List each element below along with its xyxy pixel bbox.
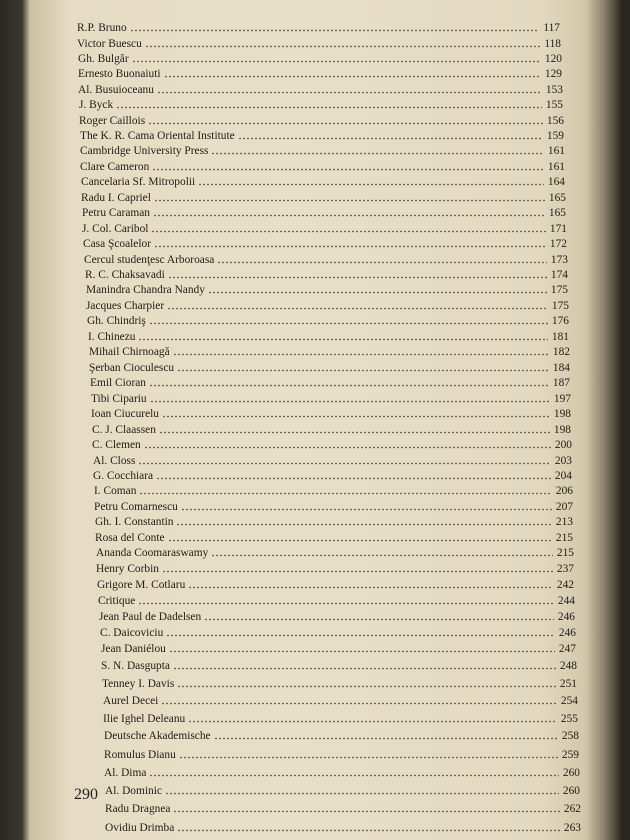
entry-name: Şerban Cioculescu — [89, 362, 175, 374]
index-entry — [88, 329, 569, 343]
index-entry — [104, 747, 579, 761]
entry-name: Mihail Chirnoagă — [89, 346, 170, 358]
dot-leader — [168, 269, 547, 279]
dot-leader — [177, 822, 560, 832]
dot-leader — [138, 595, 554, 605]
entry-name: Jean Daniélou — [101, 643, 166, 655]
index-entry — [105, 783, 580, 797]
entry-page-number: 260 — [562, 785, 580, 797]
entry-page-number: 254 — [560, 695, 578, 707]
dot-leader — [217, 254, 547, 264]
dot-leader — [208, 284, 547, 294]
entry-name: Victor Buescu — [77, 38, 142, 50]
entry-name: C. Clemen — [92, 439, 141, 451]
dot-leader — [157, 84, 542, 94]
entry-page-number: 200 — [554, 439, 572, 451]
index-entry — [91, 406, 571, 420]
entry-page-number: 207 — [555, 501, 573, 513]
entry-name: Al. Busuioceanu — [78, 84, 154, 96]
entry-name: Emil Cioran — [90, 377, 146, 389]
entry-name: Gh. Chindriş — [87, 315, 146, 327]
dot-leader — [154, 192, 545, 202]
dot-leader — [181, 501, 552, 511]
dot-leader — [211, 145, 543, 155]
index-entry — [82, 205, 566, 219]
dot-leader — [211, 547, 553, 557]
index-entry — [77, 20, 560, 34]
dot-leader — [149, 377, 549, 387]
index-entry — [96, 561, 574, 575]
index-entry — [104, 765, 580, 779]
entry-name: Petru Comarnescu — [94, 501, 178, 513]
entry-page-number: 215 — [555, 532, 573, 544]
dot-leader — [138, 331, 547, 341]
index-entry — [84, 252, 568, 266]
entry-name: J. Byck — [79, 99, 114, 111]
dot-leader — [168, 532, 552, 542]
entry-name: Romulus Dianu — [104, 749, 176, 761]
index-entry — [93, 468, 572, 482]
dot-leader — [176, 516, 551, 526]
index-entry — [103, 693, 578, 707]
entry-name: Al. Dominic — [105, 785, 162, 797]
dot-leader — [166, 627, 555, 637]
entry-page-number: 176 — [551, 315, 569, 327]
dot-leader — [173, 346, 549, 356]
dot-leader — [177, 678, 556, 688]
entry-name: Cancelaria Sf. Mitropolii — [81, 176, 196, 188]
dot-leader — [159, 424, 550, 434]
dot-leader — [161, 695, 557, 705]
entry-page-number: 237 — [556, 563, 574, 575]
index-entry — [101, 658, 577, 672]
dot-leader — [188, 713, 557, 723]
entry-name: Ioan Ciucurelu — [91, 408, 160, 420]
dot-leader — [132, 53, 541, 63]
index-entry — [92, 422, 571, 436]
entry-name: Ananda Coomaraswamy — [96, 547, 209, 559]
index-entry — [103, 711, 578, 725]
entry-name: R.P. Bruno — [77, 22, 127, 34]
entry-name: I. Coman — [94, 485, 137, 497]
entry-page-number: 181 — [551, 331, 569, 343]
entry-name: Tibi Cipariu — [91, 393, 147, 405]
entry-name: Aurel Decei — [103, 695, 159, 707]
index-entry — [80, 159, 565, 173]
entry-page-number: 197 — [553, 393, 571, 405]
index-entry — [77, 36, 561, 50]
entry-name: Tenney I. Davis — [102, 678, 175, 690]
index-entry — [80, 128, 564, 142]
dot-leader — [173, 803, 559, 813]
entry-name: Casa Şcoalelor — [83, 238, 152, 250]
entry-name: Critique — [98, 595, 136, 607]
dot-leader — [198, 176, 544, 186]
entry-name: Gh. I. Constantin — [95, 516, 174, 528]
index-entry — [90, 375, 570, 389]
entry-page-number: 262 — [563, 803, 581, 815]
entry-name: Ernesto Buonaiuti — [78, 68, 161, 80]
entry-page-number: 175 — [551, 300, 569, 312]
entry-page-number: 206 — [555, 485, 573, 497]
entry-name: S. N. Dasgupta — [101, 660, 170, 672]
index-entry — [78, 66, 562, 80]
dot-leader — [162, 563, 553, 573]
dot-leader — [179, 749, 558, 759]
index-entry — [78, 51, 562, 65]
page-number: 290 — [74, 786, 98, 803]
dot-leader — [188, 579, 553, 589]
index-entry — [97, 577, 574, 591]
dot-leader — [149, 767, 559, 777]
entry-page-number: 258 — [561, 730, 579, 742]
index-entry — [85, 267, 568, 281]
entry-page-number: 161 — [547, 161, 565, 173]
entry-page-number: 173 — [550, 254, 568, 266]
dot-leader — [162, 408, 550, 418]
entry-page-number: 203 — [554, 455, 572, 467]
index-entry — [78, 82, 563, 96]
dot-leader — [169, 643, 555, 653]
dot-leader — [156, 470, 551, 480]
entry-page-number: 117 — [543, 22, 560, 34]
entry-name: J. Col. Caribol — [82, 223, 149, 235]
dot-leader — [154, 238, 546, 248]
index-entry — [81, 190, 566, 204]
entry-name: Manindra Chandra Nandy — [86, 284, 205, 296]
entry-page-number: 164 — [547, 176, 565, 188]
entry-page-number: 248 — [559, 660, 577, 672]
entry-name: Jean Paul de Dadelsen — [99, 611, 202, 623]
dot-leader — [150, 393, 550, 403]
index-entry — [82, 221, 567, 235]
entry-page-number: 246 — [558, 627, 576, 639]
entry-name: Rosa del Conte — [95, 532, 165, 544]
entry-page-number: 165 — [548, 207, 566, 219]
dot-leader — [204, 611, 554, 621]
entry-name: The K. R. Cama Oriental Institute — [80, 130, 235, 142]
index-entry — [95, 514, 573, 528]
entry-page-number: 244 — [557, 595, 575, 607]
entry-page-number: 204 — [554, 470, 572, 482]
entry-name: Jacques Charpier — [86, 300, 165, 312]
dot-leader — [164, 68, 541, 78]
entry-name: Grigore M. Cotlaru — [97, 579, 186, 591]
index-entry — [83, 236, 567, 250]
entry-page-number: 255 — [560, 713, 578, 725]
dot-leader — [153, 207, 545, 217]
dot-leader — [138, 455, 550, 465]
index-entry — [94, 499, 573, 513]
dot-leader — [214, 730, 558, 740]
index-entry — [91, 391, 571, 405]
dot-leader — [139, 485, 552, 495]
index-entry — [104, 728, 579, 742]
dot-leader — [151, 223, 545, 233]
entry-page-number: 247 — [558, 643, 576, 655]
dot-leader — [238, 130, 543, 140]
entry-page-number: 263 — [563, 822, 581, 834]
index-entry — [80, 143, 565, 157]
entry-name: Ilie Ighel Deleanu — [103, 713, 186, 725]
entry-page-number: 260 — [562, 767, 580, 779]
entry-name: Al. Dima — [104, 767, 147, 779]
entry-page-number: 161 — [547, 145, 565, 157]
entry-page-number: 118 — [544, 38, 561, 50]
entry-page-number: 251 — [559, 678, 577, 690]
entry-name: Ovidiu Drimba — [105, 822, 175, 834]
entry-page-number: 213 — [555, 516, 573, 528]
dot-leader — [152, 161, 544, 171]
entry-page-number: 187 — [552, 377, 570, 389]
index-entry — [100, 625, 576, 639]
entry-page-number: 175 — [550, 284, 568, 296]
dot-leader — [177, 362, 549, 372]
entry-name: Clare Cameron — [80, 161, 150, 173]
entry-page-number: 171 — [549, 223, 567, 235]
entry-page-number: 198 — [553, 408, 571, 420]
index-entry — [99, 609, 575, 623]
entry-page-number: 165 — [548, 192, 566, 204]
entry-page-number: 172 — [549, 238, 567, 250]
index-entry — [79, 113, 564, 127]
index-entry — [96, 545, 574, 559]
entry-name: Al. Closs — [93, 455, 136, 467]
index-entry — [89, 360, 570, 374]
entry-page-number: 246 — [557, 611, 575, 623]
entry-name: Roger Caillois — [79, 115, 146, 127]
entry-name: Cercul studenţesc Arboroasa — [84, 254, 215, 266]
entry-name: Gh. Bulgăr — [78, 53, 129, 65]
entry-name: Deutsche Akademische — [104, 730, 211, 742]
entry-name: Henry Corbin — [96, 563, 159, 575]
index-entry — [81, 174, 565, 188]
index-entry — [101, 641, 576, 655]
index-entry — [98, 593, 575, 607]
index-entry — [89, 344, 570, 358]
index-entry — [79, 97, 563, 111]
index-entry — [86, 298, 569, 312]
dot-leader — [167, 300, 548, 310]
dot-leader — [173, 660, 556, 670]
entry-name: Petru Caraman — [82, 207, 151, 219]
entry-page-number: 155 — [545, 99, 563, 111]
dot-leader — [145, 38, 541, 48]
dot-leader — [165, 785, 559, 795]
entry-name: C. J. Claassen — [92, 424, 156, 436]
entry-name: Radu Dragnea — [105, 803, 171, 815]
entry-page-number: 182 — [552, 346, 570, 358]
index-entry — [105, 820, 581, 834]
entry-page-number: 156 — [546, 115, 564, 127]
index-entry — [94, 483, 573, 497]
index-entry — [105, 801, 581, 815]
entry-page-number: 159 — [546, 130, 564, 142]
entry-page-number: 129 — [544, 68, 562, 80]
entry-name: I. Chinezu — [88, 331, 136, 343]
index-entry — [87, 313, 569, 327]
index-entry — [92, 437, 572, 451]
entry-name: R. C. Chaksavadi — [85, 269, 165, 281]
index-entry — [93, 453, 572, 467]
entry-name: Radu I. Capriel — [81, 192, 151, 204]
dot-leader — [130, 22, 540, 32]
entry-name: Cambridge University Press — [80, 145, 209, 157]
entry-page-number: 242 — [556, 579, 574, 591]
dot-leader — [116, 99, 542, 109]
entry-page-number: 215 — [556, 547, 574, 559]
entry-name: C. Daicoviciu — [100, 627, 164, 639]
entry-page-number: 174 — [550, 269, 568, 281]
entry-page-number: 259 — [561, 749, 579, 761]
index-entry — [102, 676, 577, 690]
entry-page-number: 198 — [553, 424, 571, 436]
entry-name: G. Cocchiara — [93, 470, 154, 482]
dot-leader — [149, 315, 548, 325]
dot-leader — [148, 115, 543, 125]
entry-page-number: 153 — [545, 84, 563, 96]
dot-leader — [144, 439, 551, 449]
entry-page-number: 184 — [552, 362, 570, 374]
entry-page-number: 120 — [544, 53, 562, 65]
index-entry — [86, 282, 568, 296]
index-entry — [95, 530, 573, 544]
